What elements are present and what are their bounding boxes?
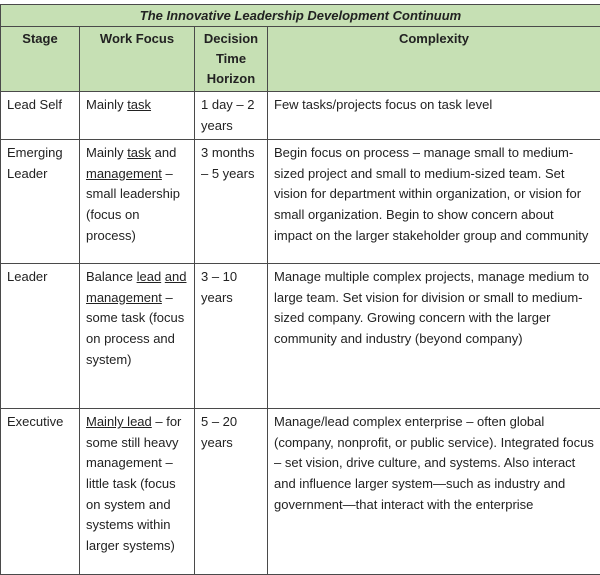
stage-cell: Lead Self [1, 92, 80, 140]
table-row [1, 409, 600, 575]
underlined-text: task [127, 145, 151, 160]
header-work-focus: Work Focus [80, 27, 195, 92]
work-focus-cell [80, 409, 195, 575]
table-row [1, 264, 600, 409]
decision-time-cell: 3 – 10 years [195, 264, 268, 409]
leadership-continuum-table [0, 4, 600, 575]
table-title: The Innovative Leadership Development Continuum [1, 5, 600, 27]
stage-cell: Emerging Leader [1, 140, 80, 264]
underlined-text: management [86, 290, 162, 305]
underlined-text: Mainly lead [86, 414, 152, 429]
underlined-text: task [127, 97, 151, 112]
table-row [1, 140, 600, 264]
header-stage: Stage [1, 27, 80, 92]
complexity-cell: Few tasks/projects focus on task level [268, 92, 600, 140]
underlined-text: and [165, 269, 187, 284]
work-focus-cell [80, 264, 195, 409]
work-focus-cell [80, 92, 195, 140]
text-segment: – for some still heavy management – little task (focus on system and systems within larger systems) [86, 414, 181, 553]
decision-time-cell: 1 day – 2 years [195, 92, 268, 140]
table-row [1, 92, 600, 140]
text-segment: Mainly [86, 145, 127, 160]
underlined-text: management [86, 166, 162, 181]
text-segment: and [151, 145, 176, 160]
text-segment: – some task (focus on process and system) [86, 290, 184, 367]
text-segment: Mainly [86, 97, 127, 112]
text-segment: – small leadership (focus on process) [86, 166, 180, 243]
complexity-cell: Manage multiple complex projects, manage medium to large team. Set vision for division or small to medium- sized company. Growing concern with the larger community and industry (beyond company) [268, 264, 600, 409]
underlined-text: lead [137, 269, 162, 284]
stage-cell: Executive [1, 409, 80, 575]
stage-cell: Leader [1, 264, 80, 409]
header-complexity: Complexity [268, 27, 600, 92]
complexity-cell: Manage/lead complex enterprise – often global (company, nonprofit, or public service). Integrated focus – set vision, drive culture, and systems. Also interact and influence larger system—such as industry and government—that interact with the enterprise [268, 409, 600, 575]
decision-time-cell: 5 – 20 years [195, 409, 268, 575]
decision-time-cell: 3 months – 5 years [195, 140, 268, 264]
work-focus-cell [80, 140, 195, 264]
complexity-cell: Begin focus on process – manage small to medium-sized project and small to medium-sized team. Set vision for department within organization, or vision for small organization. Begin to show concern about impact on the larger stakeholder group and community [268, 140, 600, 264]
table-header-row [1, 27, 600, 92]
header-decision-time-horizon: Decision Time Horizon [195, 27, 268, 92]
table-title-row [1, 5, 600, 27]
text-segment: Balance [86, 269, 137, 284]
